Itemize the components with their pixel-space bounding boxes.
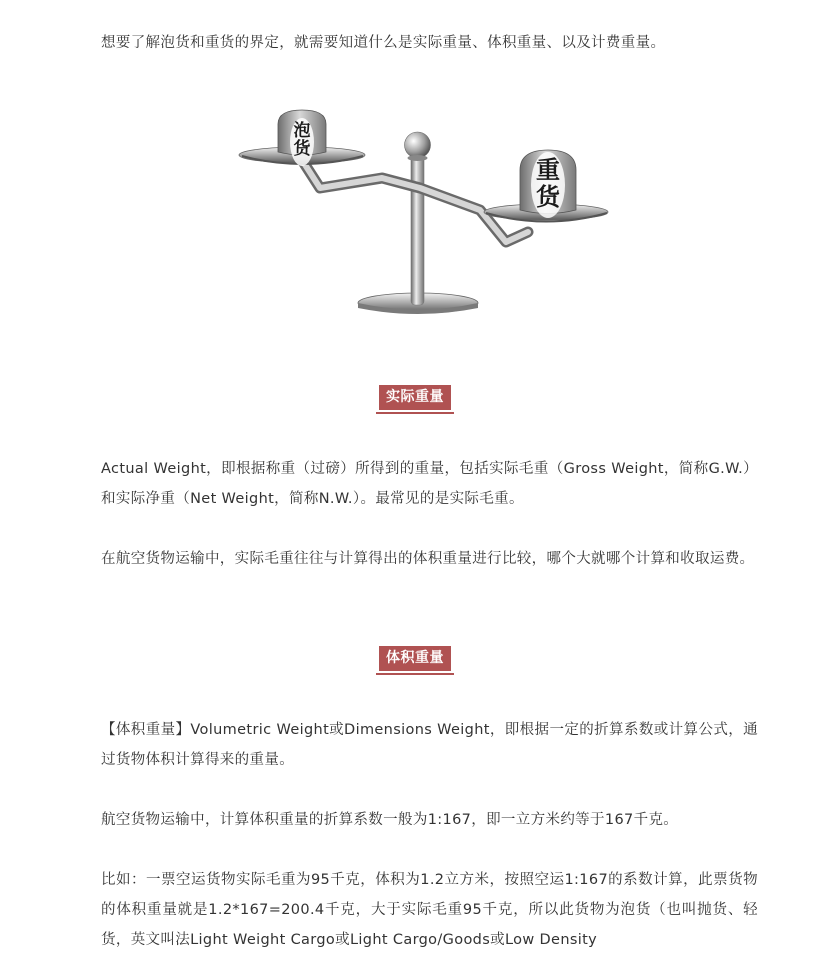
left-weight-char-2: 货: [293, 139, 311, 159]
intro-paragraph: 想要了解泡货和重货的界定，就需要知道什么是实际重量、体积重量、以及计费重量。: [101, 35, 666, 51]
right-weight: [520, 150, 576, 218]
section-heading-actual-weight: [0, 385, 830, 410]
left-weight-char-1: 泡: [293, 121, 311, 141]
section-badge: 体积重量: [379, 646, 451, 671]
volumetric-weight-paragraph-2: 航空货物运输中，计算体积重量的折算系数一般为1:167，即一立方米约等于167千克。: [101, 812, 679, 828]
actual-weight-paragraph-1: Actual Weight，即根据称重（过磅）所得到的重量，包括实际毛重（Gross Weight，简称G.W.）和实际净重（Net Weight，简称N.W.）。最常见的是实际毛重。: [101, 461, 758, 507]
section-badge: 实际重量: [379, 385, 451, 410]
scale-pillar: [411, 155, 424, 305]
volumetric-weight-paragraph-1: 【体积重量】Volumetric Weight或Dimensions Weight，即根据一定的折算系数或计算公式，通过货物体积计算得来的重量。: [101, 722, 758, 768]
section-heading-volumetric-weight: [0, 646, 830, 671]
scale-knob: [405, 132, 431, 158]
actual-weight-paragraph-2: 在航空货物运输中，实际毛重往往与计算得出的体积重量进行比较，哪个大就哪个计算和收取运费。: [101, 551, 755, 567]
right-weight-char-2: 货: [536, 182, 560, 211]
balance-scale-illustration: [230, 100, 620, 325]
volumetric-weight-paragraph-3: 比如：一票空运货物实际毛重为95千克，体积为1.2立方米，按照空运1:167的系数计算，此票货物的体积重量就是1.2*167=200.4千克，大于实际毛重95千克，所以此货物为泡货（也叫抛货、轻货，英文叫法Light Weight Cargo或Light Cargo/Goods或Low Density: [101, 872, 758, 948]
right-weight-char-1: 重: [536, 155, 560, 184]
